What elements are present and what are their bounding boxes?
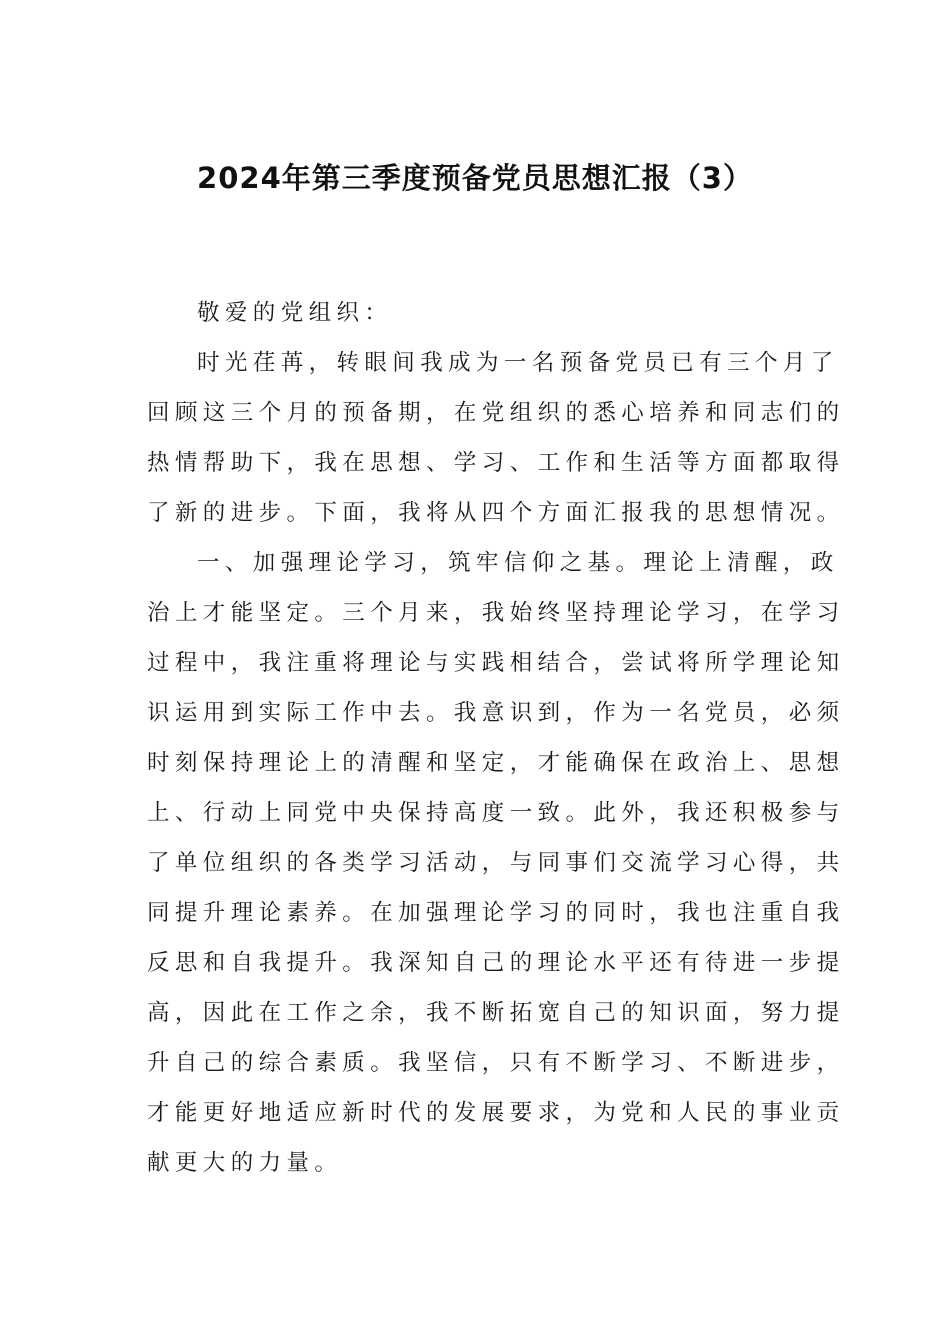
paragraph-line: 上、行动上同党中央保持高度一致。此外，我还积极参与 xyxy=(147,800,845,826)
paragraph-line: 时刻保持理论上的清醒和坚定，才能确保在政治上、思想 xyxy=(147,750,845,776)
paragraph-line: 识运用到实际工作中去。我意识到，作为一名党员，必须 xyxy=(147,700,845,726)
paragraph-line: 同提升理论素养。在加强理论学习的同时，我也注重自我 xyxy=(147,900,845,926)
paragraph-line: 治上才能坚定。三个月来，我始终坚持理论学习，在学习 xyxy=(147,600,845,626)
paragraph-line: 回顾这三个月的预备期，在党组织的悉心培养和同志们的 xyxy=(147,400,845,426)
paragraph-line: 升自己的综合素质。我坚信，只有不断学习、不断进步， xyxy=(147,1050,845,1076)
paragraph-line: 一、加强理论学习，筑牢信仰之基。理论上清醒，政 xyxy=(197,550,839,576)
paragraph-line: 了新的进步。下面，我将从四个方面汇报我的思想情况。 xyxy=(147,500,845,526)
document-title: 2024年第三季度预备党员思想汇报（3） xyxy=(197,161,753,195)
salutation-line: 敬爱的党组织： xyxy=(197,300,393,326)
paragraph-line: 才能更好地适应新时代的发展要求，为党和人民的事业贡 xyxy=(147,1100,845,1126)
document-body xyxy=(147,288,845,1188)
paragraph-line: 高，因此在工作之余，我不断拓宽自己的知识面，努力提 xyxy=(147,1000,845,1026)
paragraph-line: 反思和自我提升。我深知自己的理论水平还有待进一步提 xyxy=(147,950,845,976)
paragraph-line: 热情帮助下，我在思想、学习、工作和生活等方面都取得 xyxy=(147,450,845,476)
paragraph-line: 献更大的力量。 xyxy=(147,1150,343,1176)
paragraph-line: 过程中，我注重将理论与实践相结合，尝试将所学理论知 xyxy=(147,650,845,676)
paragraph-line: 时光荏苒，转眼间我成为一名预备党员已有三个月了 xyxy=(197,350,839,376)
paragraph-line: 了单位组织的各类学习活动，与同事们交流学习心得，共 xyxy=(147,850,845,876)
